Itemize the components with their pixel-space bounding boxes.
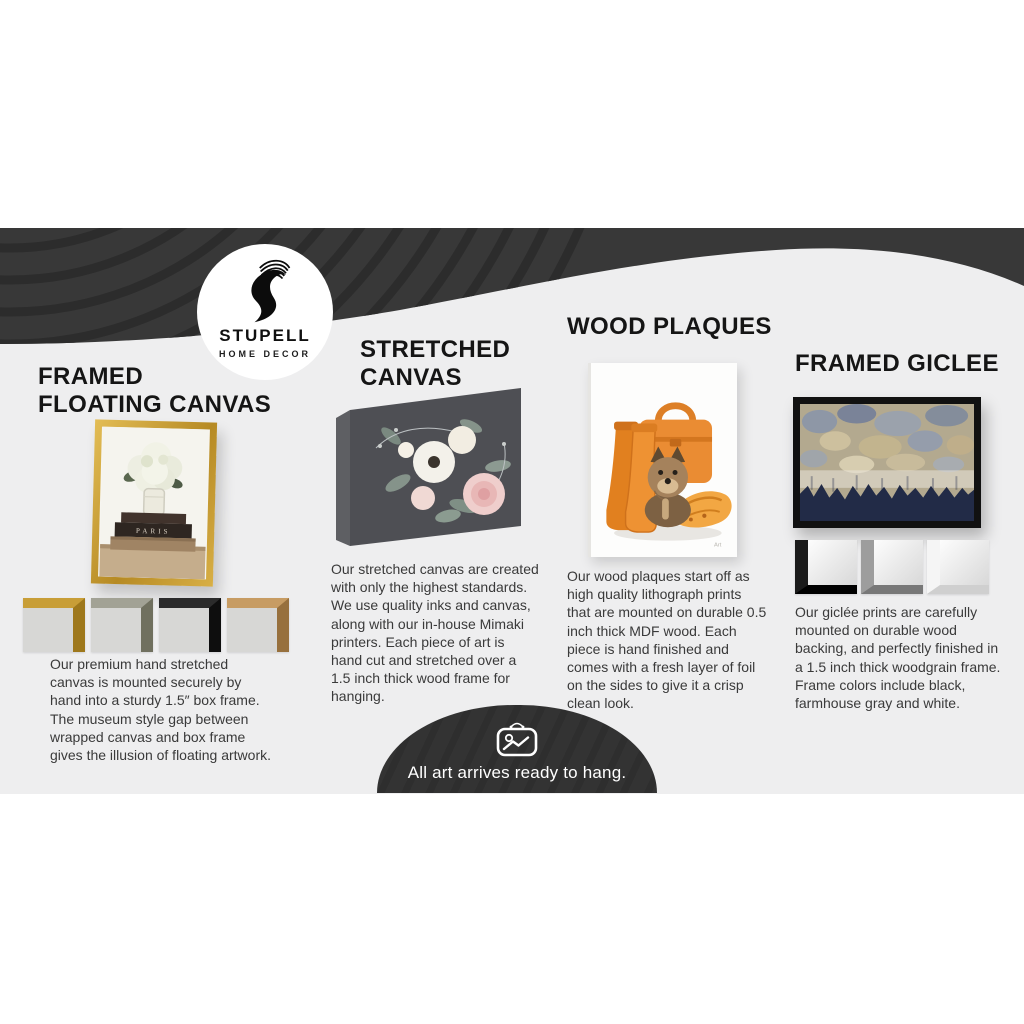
- section-description: Our stretched canvas are created with only the highest standards. We use quality inks and canvas, along with our in-house Mimaki printers. Each piece of art is hand cut and stretched over a 1.5 inch thick wood frame for hanging.: [331, 561, 539, 705]
- banner-text: All art arrives ready to hang.: [407, 763, 627, 782]
- section-title: WOOD PLAQUES: [567, 313, 772, 340]
- abstract-artwork: [800, 404, 974, 521]
- brand-logo: [197, 244, 333, 380]
- brand-name: STUPELL: [219, 326, 311, 345]
- frame-corner-swatch-white: [927, 540, 989, 594]
- frame-corner-swatch-black: [795, 540, 857, 594]
- frame-corner-swatch-gray: [861, 540, 923, 594]
- svg-text:PARIS: PARIS: [135, 526, 171, 536]
- frame-color-options: [795, 540, 989, 594]
- svg-text:Art: Art: [713, 542, 722, 549]
- picture-frame-icon: [494, 719, 540, 759]
- product-image-framed-giclee: [793, 397, 981, 528]
- section-description: Our premium hand stretched canvas is mounted securely by hand into a sturdy 1.5″ box frame. The museum style gap between wrapped canvas and box frame gives the illusion of floating artwork.: [50, 656, 271, 763]
- section-title: STRETCHED CANVAS: [360, 336, 511, 392]
- top-wave-band: [0, 228, 1024, 360]
- section-title: FRAMED GICLEE: [795, 350, 999, 377]
- product-image-stretched-canvas: [336, 388, 521, 555]
- section-title: FRAMED FLOATING CANVAS: [38, 363, 272, 419]
- brand-tagline: HOME DECOR: [218, 349, 311, 359]
- frame-corner-swatch-black: [159, 598, 221, 652]
- product-image-floating-canvas: [91, 419, 217, 586]
- frame-corner-swatch-pewter: [91, 598, 153, 652]
- hydrangea-artwork: [98, 427, 210, 580]
- orange-accessories-artwork: [591, 363, 737, 557]
- roses-artwork: [336, 388, 521, 550]
- ready-to-hang-banner: [377, 705, 657, 793]
- frame-color-options: [23, 598, 289, 652]
- section-description: Our giclée prints are carefully mounted on durable wood backing, and perfectly finished in a 1.5 inch thick woodgrain frame. Frame colors include black, farmhouse gray and white.: [795, 604, 1001, 711]
- frame-corner-swatch-gold: [23, 598, 85, 652]
- section-description: Our wood plaques start off as high quality lithograph prints that are mounted on durable 0.5 inch thick MDF wood. Each piece is hand finished and comes with a fresh layer of foil on the sides to give it a crisp clean look.: [567, 568, 767, 712]
- product-image-wood-plaque: [588, 363, 737, 557]
- frame-corner-swatch-brass: [227, 598, 289, 652]
- stupell-s-icon: [235, 254, 295, 324]
